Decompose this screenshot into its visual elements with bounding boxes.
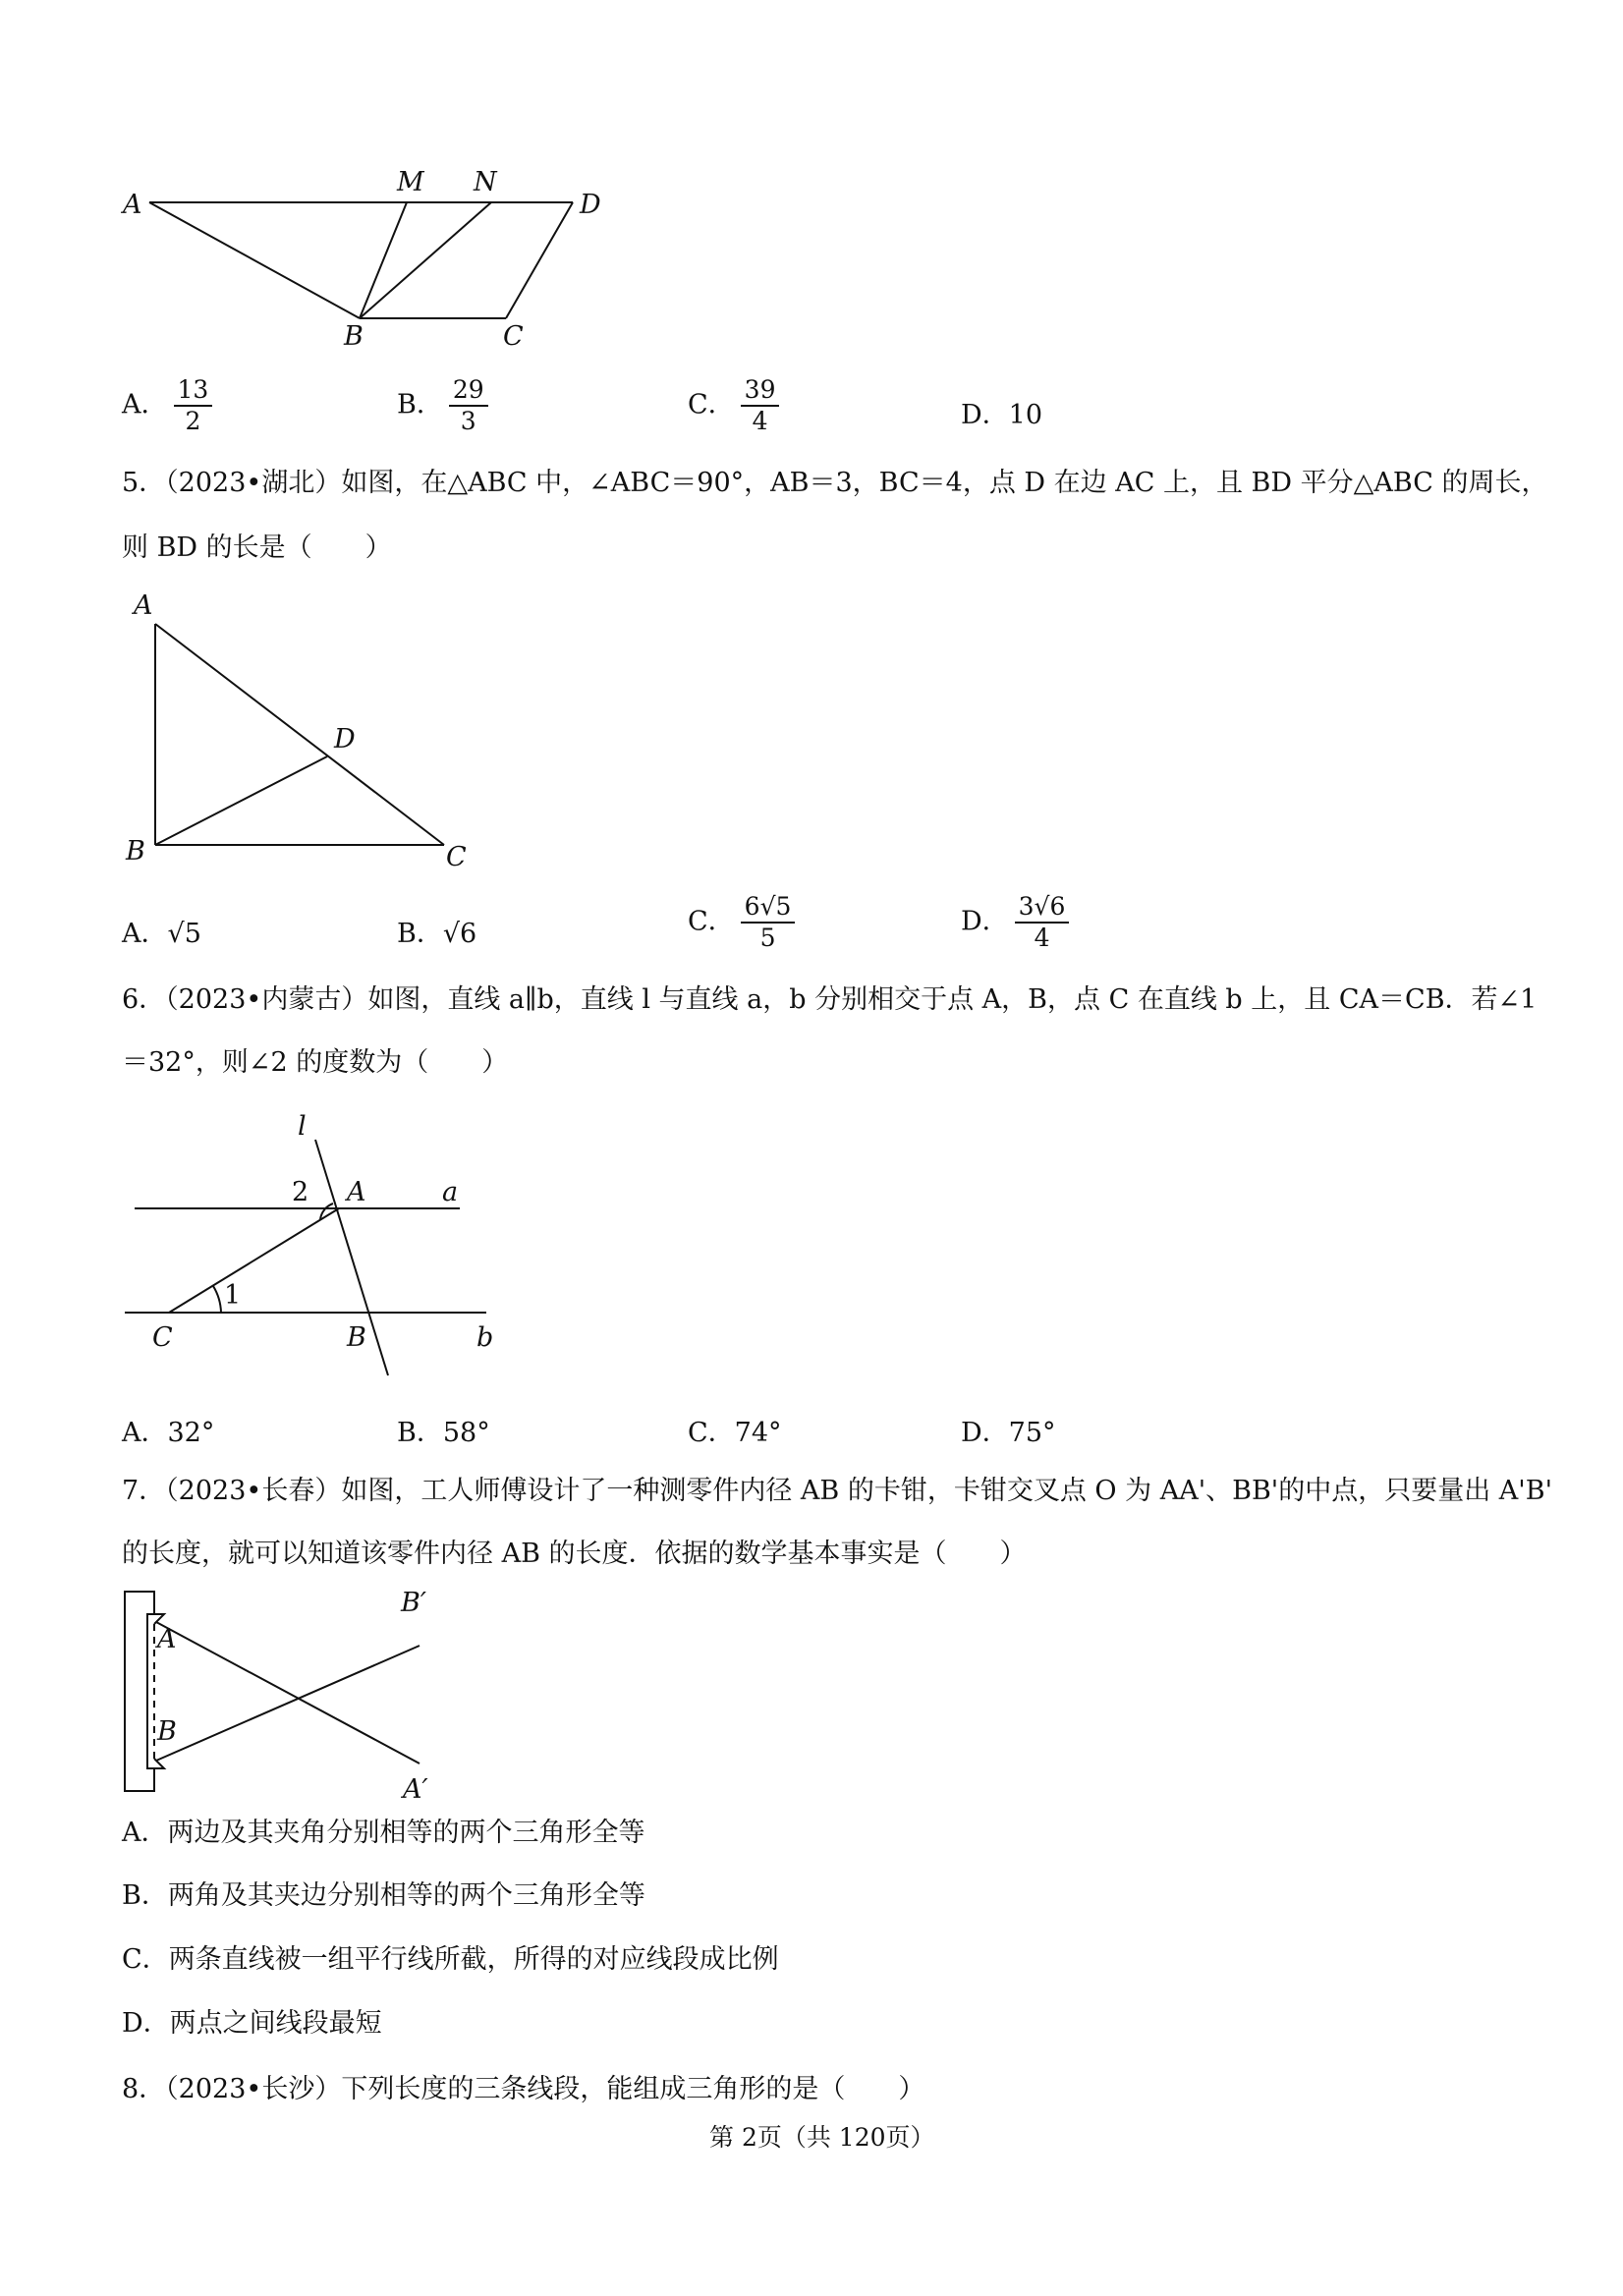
q6-stem-line1: 6．（2023•内蒙古）如图，直线 a∥b，直线 l 与直线 a，b 分别相交于点 A，B，点 C 在直线 b 上，且 CA＝CB．若∠1 [122,984,1538,1015]
q6-option-b[interactable]: B．58° [397,1418,490,1448]
q6-figure [113,1105,526,1385]
q4-label-a: A [123,190,142,220]
q6-label-b: B [347,1322,366,1353]
q4-option-d[interactable]: D．10 [961,400,1043,430]
q7-stem-line1: 7．（2023•长春）如图，工人师傅设计了一种测零件内径 AB 的卡钳，卡钳交叉点 O 为 AA'、BB'的中点，只要量出 A'B' [122,1476,1552,1506]
q4-option-c[interactable]: C． $\frac{39}{4}$ [688,375,779,436]
q7-figure [113,1587,506,1818]
q7-option-c[interactable]: C．两条直线被一组平行线所截，所得的对应线段成比例 [122,1944,779,1975]
q7-label-b: B [157,1716,177,1747]
q5-option-a[interactable]: A．√5 [122,919,201,949]
q5-stem-line1: 5．（2023•湖北）如图，在△ABC 中，∠ABC＝90°，AB＝3，BC＝4，点 D 在边 AC 上，且 BD 平分△ABC 的周长， [122,468,1548,498]
q6-label-a: A [347,1177,366,1207]
q7-stem-line2: 的长度，就可以知道该零件内径 AB 的长度．依据的数学基本事实是（ ） [122,1539,1027,1569]
page-footer: 第 2页（共 120页） [709,2123,935,2152]
q4-figure [108,162,619,359]
q6-stem-line2: ＝32°，则∠2 的度数为（ ） [122,1047,509,1078]
q4-option-b-fraction: $\frac{29}{3}$ [449,375,488,436]
q7-option-b[interactable]: B．两角及其夹边分别相等的两个三角形全等 [122,1880,645,1911]
q6-label-b-line: b [476,1322,494,1353]
q6-label-1: 1 [224,1280,242,1311]
q7-label-b-prime: B′ [401,1588,426,1618]
q6-option-a[interactable]: A．32° [122,1418,215,1448]
q8-stem-line1: 8．（2023•长沙）下列长度的三条线段，能组成三角形的是（ ） [122,2074,925,2104]
q4-label-d: D [580,190,601,220]
q4-option-a-fraction: $\frac{13}{2}$ [174,375,213,436]
q5-label-b: B [126,836,145,867]
q4-label-c: C [503,321,524,352]
q5-option-b[interactable]: B．√6 [397,919,477,949]
q7-option-a[interactable]: A．两边及其夹角分别相等的两个三角形全等 [122,1818,645,1848]
q6-label-2: 2 [292,1177,309,1207]
q5-label-d: D [334,724,356,755]
q5-option-c-fraction: $\frac{6√5}{5}$ [741,892,796,953]
q7-option-d[interactable]: D．两点之间线段最短 [122,2008,382,2039]
q5-stem-line2: 则 BD 的长是（ ） [122,532,392,563]
q5-option-d[interactable]: D． $\frac{3√6}{4}$ [961,892,1069,953]
q5-option-d-fraction: $\frac{3√6}{4}$ [1015,892,1070,953]
q4-option-c-fraction: $\frac{39}{4}$ [741,375,780,436]
q5-option-c[interactable]: C． $\frac{6√5}{5}$ [688,892,795,953]
q4-label-n: N [474,167,497,197]
q4-label-b: B [344,321,364,352]
q4-option-a[interactable]: A． $\frac{13}{2}$ [122,375,212,436]
q5-label-a: A [134,590,153,621]
q4-label-m: M [397,167,424,197]
q5-label-c: C [446,842,467,872]
q7-label-a: A [157,1624,177,1654]
q6-label-l: l [298,1111,307,1142]
q7-label-a-prime: A′ [403,1774,428,1805]
q6-label-c: C [152,1322,173,1353]
q6-label-a-line: a [442,1177,459,1207]
q5-figure [118,585,491,879]
q4-option-b[interactable]: B． $\frac{29}{3}$ [397,375,488,436]
q6-option-d[interactable]: D．75° [961,1418,1056,1448]
q6-option-c[interactable]: C．74° [688,1418,782,1448]
